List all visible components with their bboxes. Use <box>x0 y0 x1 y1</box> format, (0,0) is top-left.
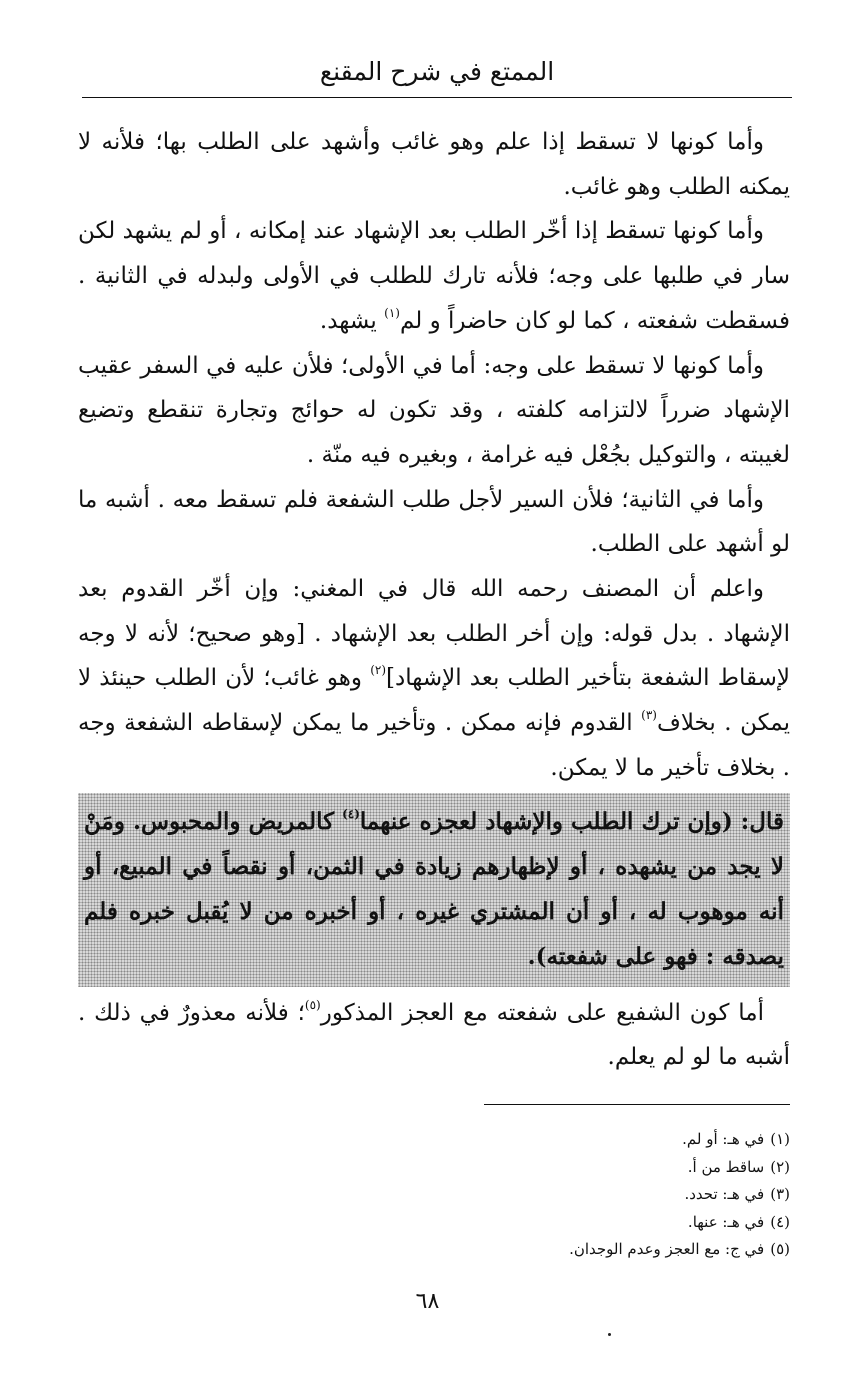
footnote-2: (٢)ساقط من أ. <box>687 1157 790 1176</box>
footnote-ref-3[interactable]: (٣) <box>641 708 657 723</box>
footnote-ref-5[interactable]: (٥) <box>304 997 321 1012</box>
paragraph-3: وأما كونها لا تسقط على وجه: أما في الأولى؛ فلأن عليه في السفر عقيب الإشهاد ضرراً لالتزامه كلفته ، وقد تكون له حوائج وتجارة تنقطع وتضيع لغيبته ، والتوكيل بجُعْل فيه غرامة ، وبغيره فيه منّة . <box>78 352 790 468</box>
main-text <box>78 120 790 1080</box>
matn-text: قال: (وإن ترك الطلب والإشهاد لعجزه عنهما$^{(٤)}$ كالمريض والمحبوس. ومَنْ لا يجد من يشهده ، أو لإظهارهم زيادة في الثمن، أو نقصاً في المبيع، أو أنه موهوب له ، أو أن المشتري غيره ، أو أخبره من لا يُقبل خبره فلم يصدقه : فهو على شفعته). <box>84 806 785 970</box>
footnote-ref-1[interactable]: (١) <box>384 305 400 320</box>
paragraph-4: وأما في الثانية؛ فلأن السير لأجل طلب الشفعة فلم تسقط معه . أشبه ما لو أشهد على الطلب. <box>78 486 790 558</box>
header-rule <box>82 97 792 98</box>
scan-speck <box>608 1333 611 1336</box>
footnote-ref-2[interactable]: (٢) <box>370 663 387 678</box>
footnotes <box>420 1126 790 1264</box>
footnote-ref-4[interactable]: (٤) <box>342 806 360 821</box>
footnote-3: (٣)في هـ: تحدد. <box>684 1185 790 1203</box>
footnote-5: (٥)في ج: مع العجز وعدم الوجدان. <box>569 1240 790 1258</box>
running-header <box>82 52 792 98</box>
paragraph-7: أما كون الشفيع على شفعته مع العجز المذكور$^{(٥)}$؛ فلأنه معذورٌ في ذلك . أشبه ما لو لم يعلم. <box>78 997 790 1071</box>
footnote-1: (١)في هـ: أو لم. <box>682 1130 790 1148</box>
footnote-4: (٤)في هـ: عنها. <box>687 1212 790 1231</box>
paragraph-1: وأما كونها لا تسقط إذا علم وهو غائب وأشهد على الطلب بها؛ فلأنه لا يمكنه الطلب وهو غائب. <box>78 129 790 200</box>
page-number: ٦٨ <box>415 1289 440 1314</box>
header-title: الممتع في شرح المقنع <box>319 57 555 86</box>
paragraph-2: وأما كونها تسقط إذا أخّر الطلب بعد الإشهاد عند إمكانه ، أو لم يشهد لكن سار في طلبها على وجه؛ فلأنه تارك للطلب في الأولى ولبدله في الثانية . فسقطت شفعته ، كما لو كان حاضراً و لم$^{(١)}$ يشهد. <box>78 218 790 334</box>
footnote-rule <box>484 1104 790 1105</box>
paragraph-5: واعلم أن المصنف رحمه الله قال في المغني: وإن أخّر القدوم بعد الإشهاد . بدل قوله: وإن أخر الطلب بعد الإشهاد . [وهو صحيح؛ لأنه لا وجه لإسقاط الشفعة بتأخير الطلب بعد الإشهاد]$^{(٢)}$ وهو غائب؛ لأن الطلب حينئذ لا يمكن . بخلاف$^{(٣)}$ القدوم فإنه ممكن . وتأخير ما يمكن لإسقاطه الشفعة وجه . بخلاف تأخير ما لا يمكن. <box>78 576 791 781</box>
matn-highlight-block <box>78 793 790 987</box>
